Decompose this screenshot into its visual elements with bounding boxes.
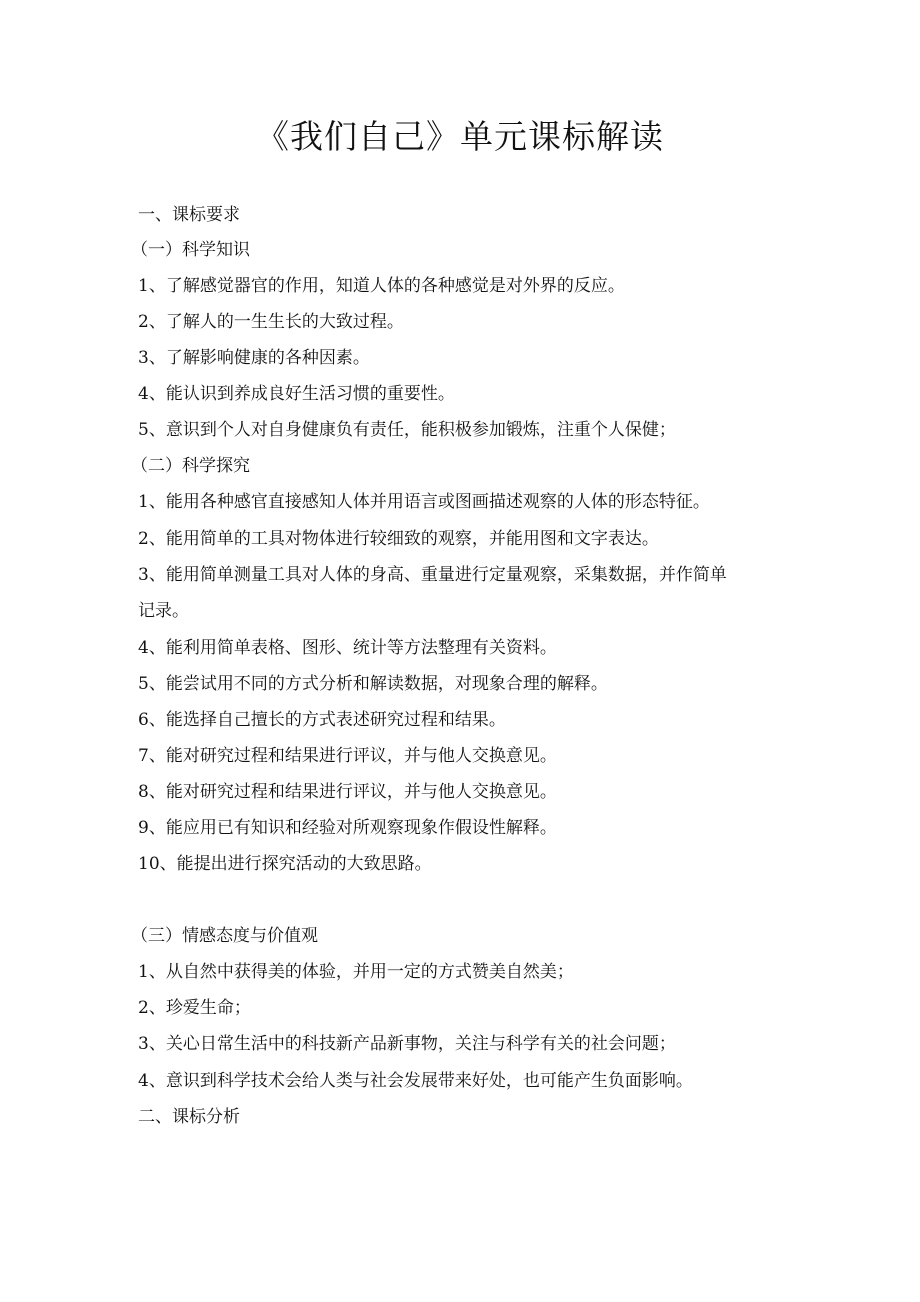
knowledge-item: 3、了解影响健康的各种因素。 [138, 348, 370, 368]
section-heading-analysis: 二、课标分析 [138, 1107, 240, 1127]
inquiry-item: 9、能应用已有知识和经验对所观察现象作假设性解释。 [138, 818, 557, 838]
inquiry-item: 10、能提出进行探究活动的大致思路。 [138, 854, 432, 874]
knowledge-item: 5、意识到个人对自身健康负有责任，能积极参加锻炼，注重个人保健； [138, 420, 676, 440]
attitude-item: 1、从自然中获得美的体验，并用一定的方式赞美自然美； [138, 962, 574, 982]
subsection-heading-attitude: （三）情感态度与价值观 [131, 926, 318, 946]
attitude-item: 4、意识到科学技术会给人类与社会发展带来好处，也可能产生负面影响。 [138, 1071, 693, 1091]
inquiry-item: 2、能用简单的工具对物体进行较细致的观察，并能用图和文字表达。 [138, 529, 659, 549]
knowledge-item: 1、了解感觉器官的作用，知道人体的各种感觉是对外界的反应。 [138, 276, 625, 296]
knowledge-item: 2、了解人的一生生长的大致过程。 [138, 312, 404, 332]
inquiry-item: 7、能对研究过程和结果进行评议，并与他人交换意见。 [138, 746, 557, 766]
attitude-item: 3、关心日常生活中的科技新产品新事物，关注与科学有关的社会问题； [138, 1034, 676, 1054]
section-heading-requirements: 一、课标要求 [138, 205, 240, 225]
subsection-heading-knowledge: （一）科学知识 [131, 240, 250, 260]
inquiry-item: 8、能对研究过程和结果进行评议，并与他人交换意见。 [138, 782, 557, 802]
subsection-heading-inquiry: （二）科学探究 [131, 456, 250, 476]
inquiry-item: 4、能利用简单表格、图形、统计等方法整理有关资料。 [138, 638, 557, 658]
knowledge-item: 4、能认识到养成良好生活习惯的重要性。 [138, 384, 455, 404]
inquiry-item: 6、能选择自己擅长的方式表述研究过程和结果。 [138, 710, 506, 730]
inquiry-item-continuation: 记录。 [138, 601, 189, 621]
document-title: 《我们自己》单元课标解读 [256, 117, 664, 156]
inquiry-item: 1、能用各种感官直接感知人体并用语言或图画描述观察的人体的形态特征。 [138, 492, 710, 512]
inquiry-item: 5、能尝试用不同的方式分析和解读数据，对现象合理的解释。 [138, 674, 608, 694]
attitude-item: 2、珍爱生命； [138, 998, 251, 1018]
inquiry-item: 3、能用简单测量工具对人体的身高、重量进行定量观察，采集数据，并作简单 [138, 565, 727, 585]
